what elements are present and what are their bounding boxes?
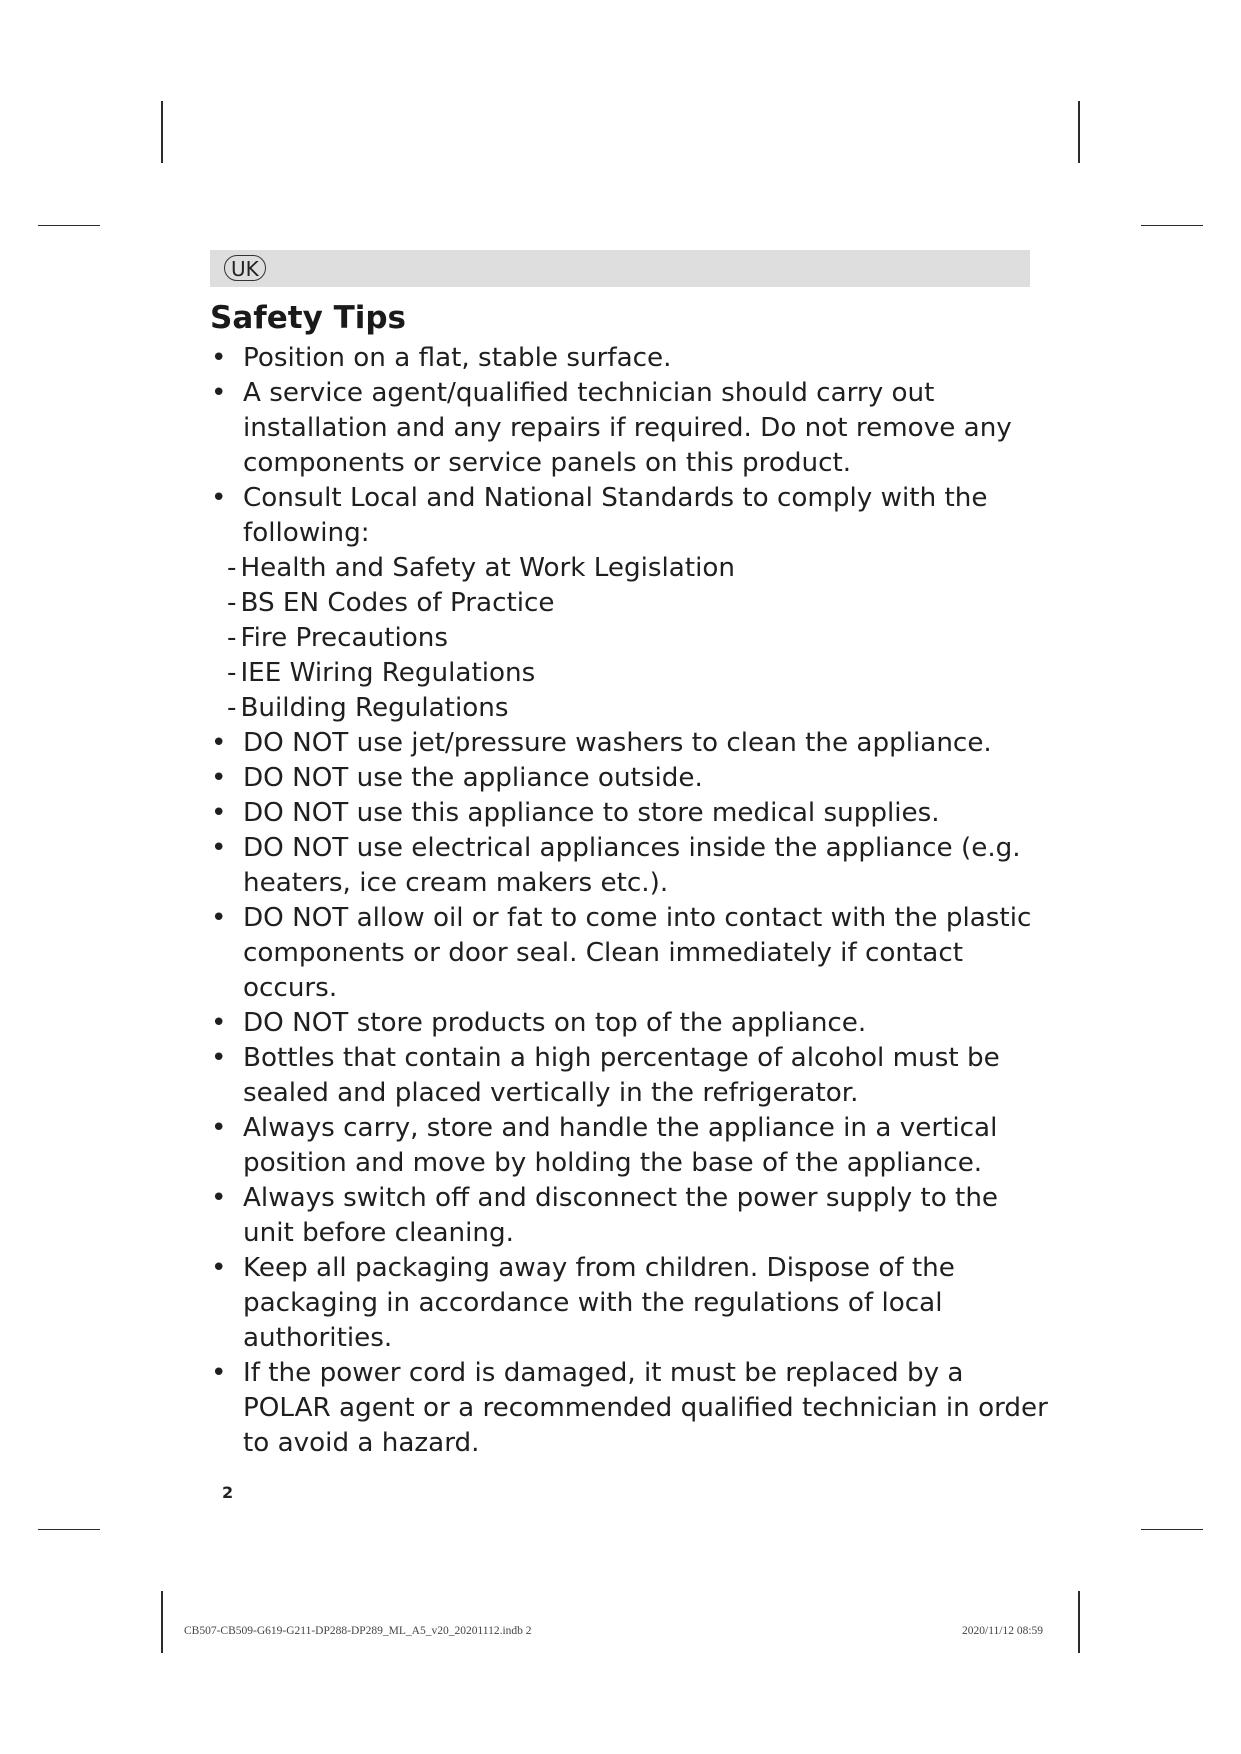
list-item <box>210 796 1050 831</box>
tip-text: DO NOT use jet/pressure washers to clean the appliance. <box>243 728 992 758</box>
standard-item <box>210 586 1050 621</box>
print-timestamp: 2020/11/12 08:59 <box>962 1625 1044 1637</box>
bullet-icon: • <box>211 1358 227 1388</box>
bullet-icon: • <box>211 763 227 793</box>
bullet-icon: • <box>211 903 227 933</box>
list-item <box>210 1111 1050 1181</box>
tip-text: DO NOT use electrical appliances inside the appliance (e.g. heaters, ice cream makers etc.). <box>243 833 1021 898</box>
crop-mark <box>1078 1591 1080 1653</box>
bullet-icon: • <box>211 1043 227 1073</box>
bullet-icon: • <box>211 1253 227 1283</box>
dash-icon: - <box>227 553 237 583</box>
crop-mark <box>1141 1529 1203 1530</box>
bullet-icon: • <box>211 1008 227 1038</box>
standard-item <box>210 551 1050 586</box>
standards-list <box>227 551 1050 726</box>
tip-text: DO NOT store products on top of the appliance. <box>243 1008 867 1038</box>
crop-mark <box>38 1529 100 1530</box>
tip-text: Bottles that contain a high percentage of alcohol must be sealed and placed vertically in the refrigerator. <box>243 1043 1000 1108</box>
crop-mark <box>1078 101 1080 163</box>
bullet-icon: • <box>211 483 227 513</box>
bullet-icon: • <box>211 378 227 408</box>
crop-mark <box>161 101 163 163</box>
standard-item <box>210 621 1050 656</box>
standard-text: Fire Precautions <box>240 623 448 653</box>
section-title: Safety Tips <box>210 300 406 336</box>
list-item <box>210 761 1050 796</box>
list-item <box>210 481 1050 726</box>
list-item <box>210 376 1050 481</box>
standard-text: Health and Safety at Work Legislation <box>240 553 735 583</box>
standard-text: BS EN Codes of Practice <box>240 588 555 618</box>
page-number: 2 <box>222 1483 234 1502</box>
bullet-icon: • <box>211 343 227 373</box>
bullet-icon: • <box>211 833 227 863</box>
standard-text: IEE Wiring Regulations <box>240 658 536 688</box>
standard-item <box>210 691 1050 726</box>
print-file-slug: CB507-CB509-G619-G211-DP288-DP289_ML_A5_v20_20201112.indb 2 <box>184 1625 532 1637</box>
tip-text: Position on a flat, stable surface. <box>243 343 672 373</box>
tip-text: If the power cord is damaged, it must be replaced by a POLAR agent or a recommended qualified technician in order to avoid a hazard. <box>243 1358 1048 1458</box>
list-item <box>210 1041 1050 1111</box>
list-item <box>210 901 1050 1006</box>
bullet-icon: • <box>211 1183 227 1213</box>
bullet-icon: • <box>211 728 227 758</box>
list-item <box>210 1251 1050 1356</box>
bullet-icon: • <box>211 1113 227 1143</box>
list-item <box>210 1181 1050 1251</box>
crop-mark <box>38 225 100 226</box>
bullet-icon: • <box>211 798 227 828</box>
tip-text: DO NOT use this appliance to store medical supplies. <box>243 798 940 828</box>
tip-text: A service agent/qualified technician should carry out installation and any repairs if required. Do not remove any components or service panels on this product. <box>243 378 1012 478</box>
list-item <box>210 1006 1050 1041</box>
standard-text: Building Regulations <box>240 693 509 723</box>
list-item <box>210 341 1050 376</box>
list-item <box>210 831 1050 901</box>
crop-mark <box>1141 225 1203 226</box>
tip-text: Keep all packaging away from children. Dispose of the packaging in accordance with the regulations of local authorities. <box>243 1253 955 1353</box>
list-item <box>210 726 1050 761</box>
standard-item <box>210 656 1050 691</box>
dash-icon: - <box>227 588 237 618</box>
dash-icon: - <box>227 623 237 653</box>
safety-tips-list <box>210 341 1050 1461</box>
tip-text: DO NOT allow oil or fat to come into contact with the plastic components or door seal. Clean immediately if contact occurs. <box>243 903 1032 1003</box>
tip-text: DO NOT use the appliance outside. <box>243 763 703 793</box>
tip-text: Consult Local and National Standards to comply with the following: <box>243 483 988 548</box>
dash-icon: - <box>227 658 237 688</box>
dash-icon: - <box>227 693 237 723</box>
language-header-bar <box>210 250 1030 287</box>
crop-mark <box>161 1591 163 1653</box>
tip-text: Always switch off and disconnect the power supply to the unit before cleaning. <box>243 1183 999 1248</box>
language-badge: UK <box>224 255 266 281</box>
tip-text: Always carry, store and handle the appliance in a vertical position and move by holding the base of the appliance. <box>243 1113 998 1178</box>
list-item <box>210 1356 1050 1461</box>
